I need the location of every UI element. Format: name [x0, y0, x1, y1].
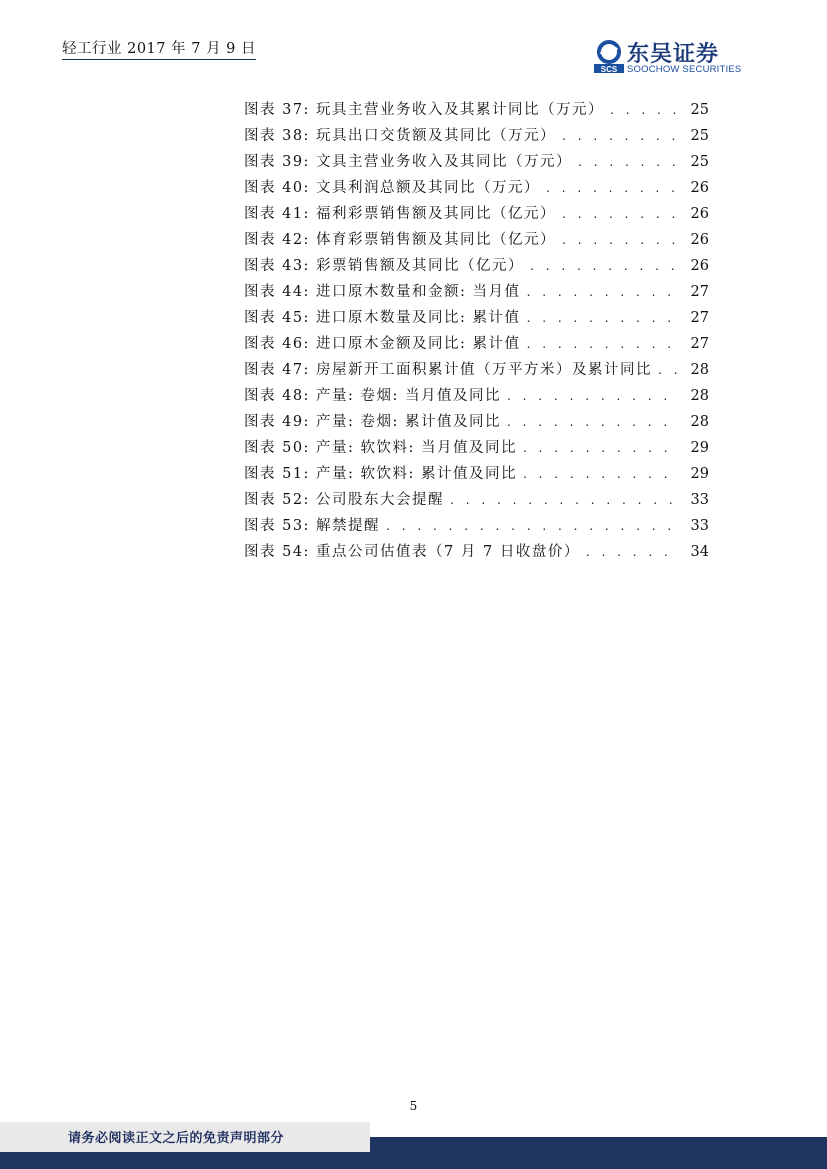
toc-entry[interactable]	[244, 228, 709, 254]
toc-entry[interactable]	[244, 540, 709, 566]
toc-entry-page: 27	[690, 336, 709, 352]
toc-entry-page: 26	[690, 206, 709, 222]
toc-entry[interactable]	[244, 436, 709, 462]
toc-entry[interactable]	[244, 254, 709, 280]
toc-entry[interactable]	[244, 176, 709, 202]
toc-entry-label: 图表 41: 福利彩票销售额及其同比（亿元）	[244, 206, 557, 222]
toc-leader-dots	[562, 233, 679, 247]
toc-leader-dots	[527, 285, 679, 299]
toc-entry-label: 图表 53: 解禁提醒	[244, 518, 381, 534]
toc-entry-page: 25	[690, 154, 709, 170]
logo-mark-text: SCS	[600, 65, 618, 74]
toc-entry-page: 34	[690, 544, 709, 560]
logo-chinese-name: 东吴证券	[627, 42, 720, 67]
toc-entry-page: 25	[690, 102, 709, 118]
toc-entry-label: 图表 39: 文具主营业务收入及其同比（万元）	[244, 154, 573, 170]
toc-entry[interactable]	[244, 306, 709, 332]
toc-entry-label: 图表 45: 进口原木数量及同比: 累计值	[244, 310, 521, 326]
toc-entry-label: 图表 38: 玩具出口交货额及其同比（万元）	[244, 128, 557, 144]
toc-leader-dots	[578, 155, 679, 169]
toc-entry-page: 33	[690, 492, 709, 508]
toc-entry-page: 28	[690, 388, 709, 404]
header-title: 轻工行业 2017 年 7 月 9 日	[62, 37, 256, 60]
toc-leader-dots	[527, 337, 679, 351]
toc-entry-page: 27	[690, 284, 709, 300]
toc-leader-dots	[507, 415, 679, 429]
table-of-figures	[244, 98, 709, 566]
toc-entry-label: 图表 51: 产量: 软饮料: 累计值及同比	[244, 466, 518, 482]
toc-leader-dots	[386, 519, 679, 533]
toc-entry-label: 图表 37: 玩具主营业务收入及其累计同比（万元）	[244, 102, 605, 118]
toc-leader-dots	[507, 389, 679, 403]
toc-entry-label: 图表 43: 彩票销售额及其同比（亿元）	[244, 258, 525, 274]
toc-entry-label: 图表 50: 产量: 软饮料: 当月值及同比	[244, 440, 518, 456]
toc-entry-label: 图表 46: 进口原木金额及同比: 累计值	[244, 336, 521, 352]
toc-entry-label: 图表 54: 重点公司估值表（7 月 7 日收盘价）	[244, 544, 580, 560]
toc-entry-page: 28	[690, 362, 709, 378]
toc-entry-label: 图表 48: 产量: 卷烟: 当月值及同比	[244, 388, 502, 404]
company-logo	[594, 40, 762, 78]
toc-entry[interactable]	[244, 332, 709, 358]
soochow-logo-icon	[594, 40, 624, 74]
toc-entry[interactable]	[244, 384, 709, 410]
toc-entry[interactable]	[244, 514, 709, 540]
toc-entry-page: 28	[690, 414, 709, 430]
toc-entry-label: 图表 52: 公司股东大会提醒	[244, 492, 445, 508]
footer-disclaimer: 请务必阅读正文之后的免责声明部分	[68, 1131, 285, 1146]
toc-leader-dots	[546, 181, 679, 195]
toc-leader-dots	[562, 129, 679, 143]
toc-entry-page: 26	[690, 232, 709, 248]
toc-leader-dots	[610, 103, 679, 117]
toc-entry-label: 图表 42: 体育彩票销售额及其同比（亿元）	[244, 232, 557, 248]
toc-entry-page: 26	[690, 258, 709, 274]
page-number: 5	[409, 1099, 418, 1113]
toc-entry[interactable]	[244, 202, 709, 228]
toc-entry-page: 29	[690, 440, 709, 456]
toc-leader-dots	[658, 363, 679, 377]
toc-entry[interactable]	[244, 98, 709, 124]
toc-leader-dots	[450, 493, 679, 507]
toc-entry[interactable]	[244, 410, 709, 436]
toc-leader-dots	[562, 207, 679, 221]
toc-entry-page: 26	[690, 180, 709, 196]
toc-entry-page: 27	[690, 310, 709, 326]
toc-leader-dots	[523, 467, 679, 481]
toc-entry-label: 图表 49: 产量: 卷烟: 累计值及同比	[244, 414, 502, 430]
toc-entry-label: 图表 40: 文具利润总额及其同比（万元）	[244, 180, 541, 196]
toc-entry[interactable]	[244, 280, 709, 306]
toc-entry[interactable]	[244, 488, 709, 514]
logo-english-name: SOOCHOW SECURITIES	[627, 64, 742, 75]
toc-leader-dots	[586, 545, 679, 559]
toc-entry[interactable]	[244, 150, 709, 176]
toc-entry-page: 29	[690, 466, 709, 482]
toc-entry[interactable]	[244, 124, 709, 150]
toc-leader-dots	[530, 259, 679, 273]
toc-entry[interactable]	[244, 462, 709, 488]
toc-leader-dots	[523, 441, 679, 455]
toc-entry[interactable]	[244, 358, 709, 384]
toc-entry-page: 33	[690, 518, 709, 534]
toc-leader-dots	[527, 311, 679, 325]
toc-entry-label: 图表 47: 房屋新开工面积累计值（万平方米）及累计同比	[244, 362, 653, 378]
toc-entry-label: 图表 44: 进口原木数量和金额: 当月值	[244, 284, 521, 300]
toc-entry-page: 25	[690, 128, 709, 144]
